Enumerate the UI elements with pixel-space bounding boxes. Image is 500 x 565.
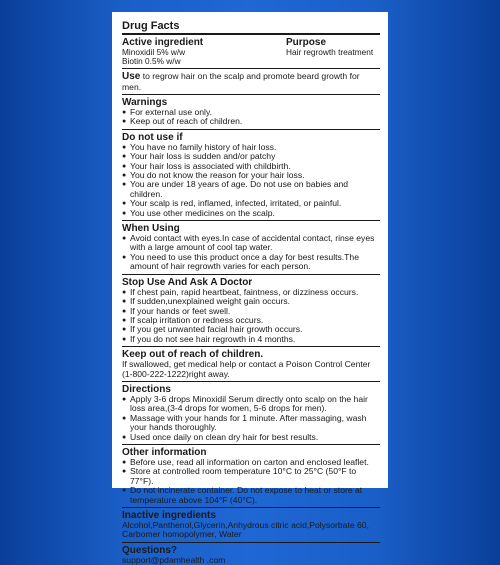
list-item: ● Your hair loss is associated with childbirth. <box>122 162 380 171</box>
drug-facts-label <box>112 12 388 565</box>
list-item: ● Used once daily on clean dry hair for best results. <box>122 433 380 442</box>
warnings-section <box>122 97 380 127</box>
drug-facts-title: Drug Facts <box>122 20 180 32</box>
ingredient-1: Minoxidil 5% w/w <box>122 47 186 57</box>
list-item: ● You are under 18 years of age. Do not use on babies and children. <box>122 180 380 199</box>
list-item: ● If you do not see hair regrowth in 4 months. <box>122 335 380 344</box>
keep-out-section <box>122 349 380 379</box>
list-item: ● Massage with your hands for 1 minute. After massaging, wash your hands thoroughly. <box>122 414 380 433</box>
divider <box>122 542 380 543</box>
list-item: ● You need to use this product once a day for best results.The amount of hair regrowth varies for each person. <box>122 253 380 272</box>
divider <box>122 444 380 445</box>
directions-section <box>122 384 380 442</box>
divider <box>122 220 380 221</box>
when-using-heading: When Using <box>122 223 180 235</box>
list-item: ● For external use only. <box>122 108 380 117</box>
divider <box>122 274 380 275</box>
do-not-use-section <box>122 132 380 218</box>
divider <box>122 129 380 130</box>
directions-heading: Directions <box>122 383 171 395</box>
list-item: ● If chest pain, rapid heartbeat, faintness, or dizziness occurs. <box>122 288 380 297</box>
warnings-heading: Warnings <box>122 97 168 108</box>
stop-use-heading: Stop Use And Ask A Doctor <box>122 276 253 288</box>
list-item: ● Before use, read all information on carton and enclosed leaflet. <box>122 458 380 467</box>
divider <box>122 33 380 35</box>
inactive-ingredients-heading: Inactive ingredients <box>122 510 216 521</box>
list-item: ● Do not incinerate container. Do not expose to heat or store at temperature above 104°F (40°C). <box>122 486 380 505</box>
divider <box>122 381 380 382</box>
active-ingredient-heading: Active ingredient <box>122 37 204 48</box>
inactive-ingredients-section <box>122 510 380 540</box>
list-item: ● Your hair loss is sudden and/or patchy <box>122 152 380 161</box>
support-email[interactable]: support@pdamhealth .com <box>122 554 226 565</box>
other-info-section <box>122 447 380 505</box>
list-item: ● If sudden,unexplained weight gain occurs. <box>122 297 380 306</box>
use-heading: Use <box>122 71 141 82</box>
divider <box>122 94 380 95</box>
use-text: to regrow hair on the scalp and promote beard growth for men. <box>122 71 360 92</box>
divider <box>122 346 380 347</box>
list-item: ● Store at controlled room temperature 10°C to 25°C (50°F to 77°F). <box>122 467 380 486</box>
divider <box>122 68 380 69</box>
list-item: ● Avoid contact with eyes.In case of accidental contact, rinse eyes with a large amount of cool tap water. <box>122 234 380 253</box>
list-item: ● Apply 3-6 drops Minoxidil Serum directly onto scalp on the hair loss area,(3-4 drops for women, 5-6 drops for men). <box>122 395 380 414</box>
list-item: ● If your hands or feet swell. <box>122 307 380 316</box>
list-item: ● If scalp irritation or redness occurs. <box>122 316 380 325</box>
keep-out-heading: Keep out of reach of children. <box>122 349 264 361</box>
other-info-heading: Other information <box>122 446 207 458</box>
questions-heading: Questions? <box>122 544 178 556</box>
list-item: ● You do not know the reason for your hair loss. <box>122 171 380 180</box>
inactive-ingredients-text: Alcohol,Panthenol,Glycerin,Anhydrous citric acid,Polysorbate 60, Carbomer homopolymer, Water <box>122 520 369 540</box>
active-ingredient-row <box>122 37 380 66</box>
list-item: ● Your scalp is red, inflamed, infected, irritated, or painful. <box>122 199 380 208</box>
list-item: ● You have no family history of hair loss. <box>122 143 380 152</box>
purpose-heading: Purpose <box>286 37 327 48</box>
when-using-section <box>122 223 380 272</box>
do-not-use-heading: Do not use if <box>122 131 183 143</box>
ingredient-2: Biotin 0.5% w/w <box>122 56 181 66</box>
stop-use-section <box>122 277 380 344</box>
questions-section <box>122 545 380 565</box>
keep-out-text: If swallowed, get medical help or contact a Poison Control Center (1-800-222-1222)right away. <box>122 359 371 379</box>
list-item: ● Keep out of reach of children. <box>122 117 380 126</box>
list-item: ● You use other medicines on the scalp. <box>122 209 380 218</box>
list-item: ● If you get unwanted facial hair growth occurs. <box>122 325 380 334</box>
divider <box>122 507 380 508</box>
purpose-text: Hair regrowth treatment <box>286 47 374 57</box>
use-section <box>122 71 380 92</box>
